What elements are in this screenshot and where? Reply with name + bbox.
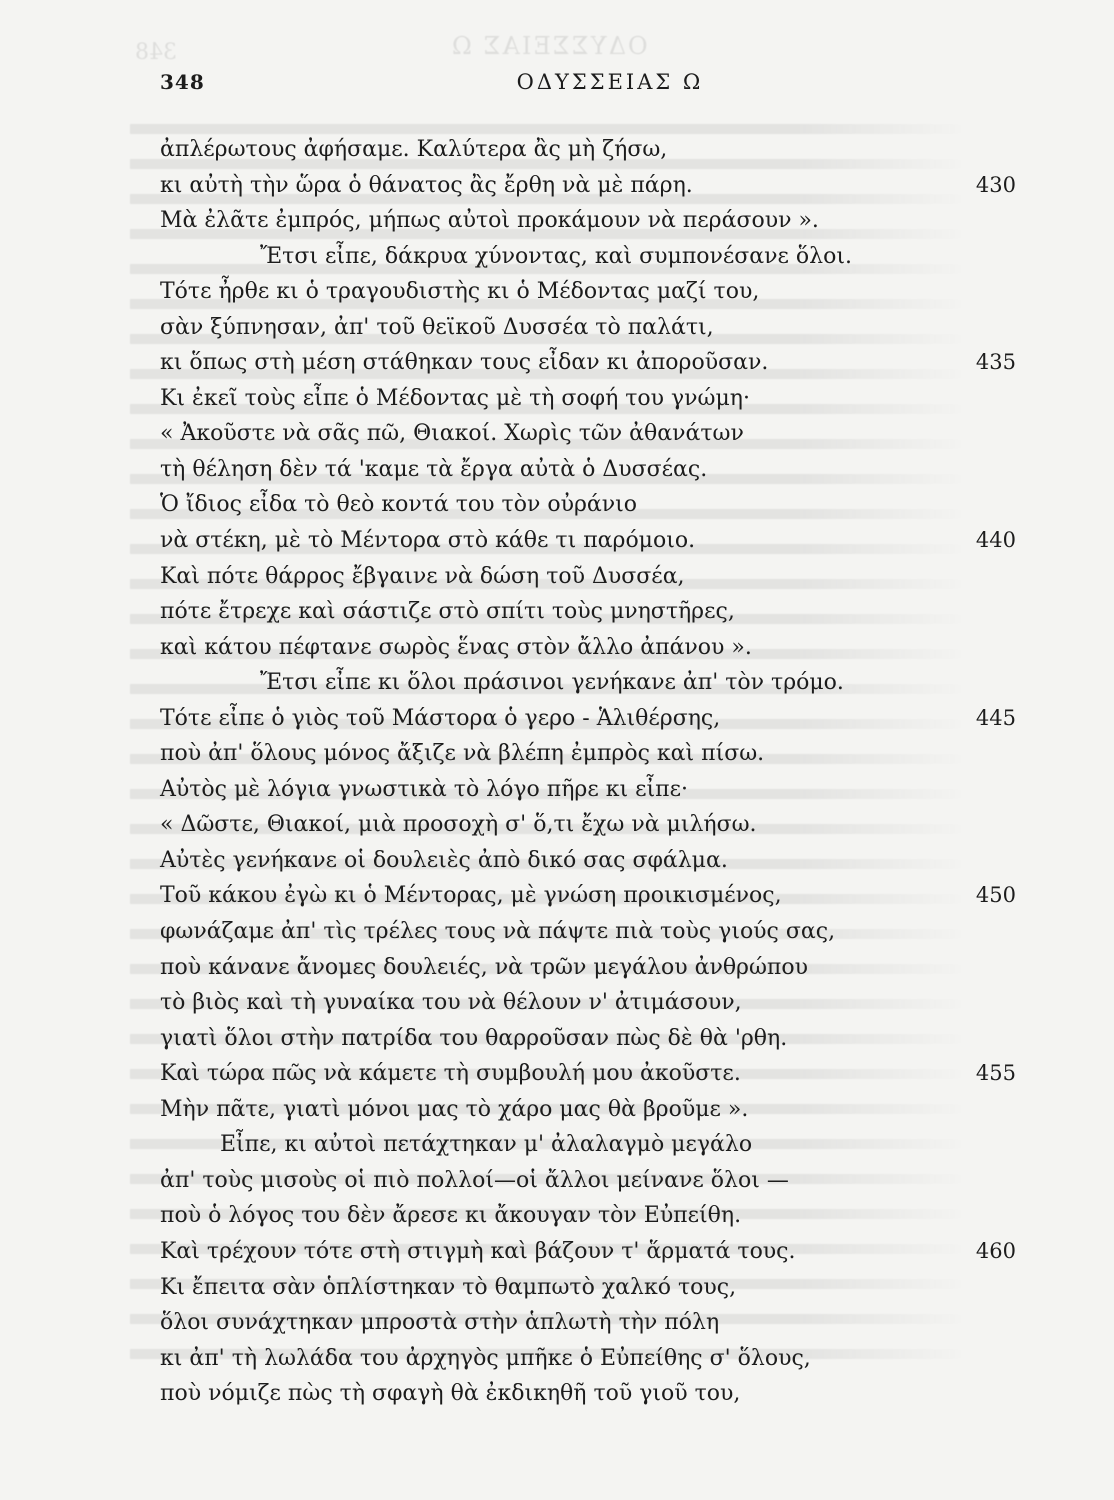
verse-text: καὶ κάτου πέφτανε σωρὸς ἕνας στὸν ἄλλο ἀπάνου ». <box>160 634 752 660</box>
verse-line <box>160 381 1040 417</box>
line-number: 430 <box>975 172 1016 197</box>
verse-text: Τότε εἶπε ὁ γιὸς τοῦ Μάστορα ὁ γερο - Ἁλιθέρσης, <box>160 705 721 731</box>
verse-line <box>160 772 1040 808</box>
poem-text <box>160 132 1040 1412</box>
verse-line <box>160 1056 1040 1092</box>
verse-line <box>160 416 1040 452</box>
verse-line <box>160 736 1040 772</box>
verse-text: Αὐτὸς μὲ λόγια γνωστικὰ τὸ λόγο πῆρε κι εἶπε· <box>160 776 688 802</box>
verse-text: κι ἀπ' τὴ λωλάδα του ἀρχηγὸς μπῆκε ὁ Εὐπείθης σ' ὅλους, <box>160 1345 811 1371</box>
line-number: 455 <box>975 1061 1016 1086</box>
verse-line <box>160 594 1040 630</box>
verse-text: πότε ἔτρεχε καὶ σάστιζε στὸ σπίτι τοὺς μνηστῆρες, <box>160 599 735 625</box>
verse-text: ποὺ νόμιζε πὼς τὴ σφαγὴ θὰ ἐκδικηθῆ τοῦ γιοῦ του, <box>160 1381 741 1407</box>
verse-text: Κι ἔπειτα σὰν ὁπλίστηκαν τὸ θαμπωτὸ χαλκό τους, <box>160 1274 737 1300</box>
verse-line <box>160 914 1040 950</box>
bleed-running-title: ΟΔΥΣΣΕΙΑΣ Ω <box>450 32 648 60</box>
page-header <box>160 70 1020 106</box>
verse-text: σὰν ξύπνησαν, ἀπ' τοῦ θεϊκοῦ Δυσσέα τὸ παλάτι, <box>160 314 714 340</box>
verse-line <box>160 345 1040 381</box>
verse-line <box>160 985 1040 1021</box>
verse-line <box>160 168 1040 204</box>
verse-line <box>160 1234 1040 1270</box>
verse-line <box>160 1163 1040 1199</box>
verse-text: ποὺ ἀπ' ὅλους μόνος ἄξιζε νὰ βλέπη ἐμπρὸς καὶ πίσω. <box>160 741 765 767</box>
verse-line <box>160 843 1040 879</box>
verse-text: ἀπ' τοὺς μισοὺς οἱ πιὸ πολλοί—οἱ ἄλλοι μείνανε ὅλοι — <box>160 1167 789 1193</box>
verse-line <box>160 1021 1040 1057</box>
verse-text: Κι ἐκεῖ τοὺς εἶπε ὁ Μέδοντας μὲ τὴ σοφή του γνώμη· <box>160 385 750 411</box>
verse-line <box>160 1198 1040 1234</box>
verse-line <box>160 132 1040 168</box>
page-number: 348 <box>160 70 205 94</box>
verse-line <box>160 239 1040 275</box>
verse-line <box>160 1092 1040 1128</box>
verse-line <box>160 310 1040 346</box>
verse-text: Ἔτσι εἶπε κι ὅλοι πράσινοι γενήκανε ἀπ' τὸν τρόμο. <box>260 670 844 696</box>
verse-text: ἀπλέρωτους ἀφήσαμε. Καλύτερα ἂς μὴ ζήσω, <box>160 137 668 162</box>
verse-text: Καὶ τώρα πῶς νὰ κάμετε τὴ συμβουλή μου ἀκοῦστε. <box>160 1061 741 1087</box>
line-number: 460 <box>975 1238 1016 1263</box>
bleed-page-number: 348 <box>135 40 177 65</box>
verse-text: κι αὐτὴ τὴν ὥρα ὁ θάνατος ἂς ἔρθη νὰ μὲ πάρη. <box>160 172 693 198</box>
running-title: ΟΔΥΣΣΕΙΑΣ Ω <box>516 70 704 94</box>
verse-text: γιατὶ ὅλοι στὴν πατρίδα του θαρροῦσαν πὼς δὲ θὰ 'ρθη. <box>160 1025 788 1051</box>
verse-line <box>160 487 1040 523</box>
verse-line <box>160 1341 1040 1377</box>
verse-text: Καὶ πότε θάρρος ἔβγαινε νὰ δώση τοῦ Δυσσέα, <box>160 563 685 589</box>
verse-line <box>160 807 1040 843</box>
verse-line <box>160 1376 1040 1412</box>
verse-line <box>160 523 1040 559</box>
verse-line <box>160 701 1040 737</box>
verse-text: « Ἀκοῦστε νὰ σᾶς πῶ, Θιακοί. Χωρὶς τῶν ἀθανάτων <box>160 421 744 447</box>
verse-text: Τότε ἦρθε κι ὁ τραγουδιστὴς κι ὁ Μέδοντας μαζί του, <box>160 279 760 305</box>
verse-line <box>160 274 1040 310</box>
verse-text: Ἔτσι εἶπε, δάκρυα χύνοντας, καὶ συμπονέσανε ὅλοι. <box>260 243 852 269</box>
verse-line <box>160 452 1040 488</box>
verse-text: τὸ βιὸς καὶ τὴ γυναίκα του νὰ θέλουν ν' ἀτιμάσουν, <box>160 990 742 1016</box>
verse-line <box>160 630 1040 666</box>
line-number: 435 <box>975 350 1016 375</box>
verse-line <box>160 559 1040 595</box>
verse-text: Τοῦ κάκου ἐγὼ κι ὁ Μέντορας, μὲ γνώση προικισμένος, <box>160 883 782 909</box>
verse-text: Αὐτὲς γενήκανε οἱ δουλειὲς ἀπὸ δικό σας σφάλμα. <box>160 847 728 873</box>
line-number: 445 <box>975 705 1016 730</box>
verse-text: ποὺ ὁ λόγος του δὲν ἄρεσε κι ἄκουγαν τὸν Εὐπείθη. <box>160 1203 742 1229</box>
verse-line <box>160 1305 1040 1341</box>
verse-text: « Δῶστε, Θιακοί, μιὰ προσοχὴ σ' ὅ,τι ἔχω νὰ μιλήσω. <box>160 812 757 838</box>
verse-text: νὰ στέκη, μὲ τὸ Μέντορα στὸ κάθε τι παρόμοιο. <box>160 528 696 554</box>
line-number: 450 <box>975 883 1016 908</box>
line-number: 440 <box>975 528 1016 553</box>
verse-line <box>160 203 1040 239</box>
verse-line <box>160 1270 1040 1306</box>
verse-text: κι ὅπως στὴ μέση στάθηκαν τους εἶδαν κι ἀποροῦσαν. <box>160 350 769 376</box>
verse-line <box>160 1127 1040 1163</box>
verse-text: Ὁ ἴδιος εἶδα τὸ θεὸ κοντά του τὸν οὐράνιο <box>160 492 637 518</box>
verse-text: Μὴν πᾶτε, γιατὶ μόνοι μας τὸ χάρο μας θὰ βροῦμε ». <box>160 1096 749 1122</box>
verse-line <box>160 950 1040 986</box>
verse-line <box>160 878 1040 914</box>
verse-text: φωνάζαμε ἀπ' τὶς τρέλες τους νὰ πάψτε πιὰ τοὺς γιούς σας, <box>160 919 836 945</box>
verse-line <box>160 665 1040 701</box>
verse-text: ὅλοι συνάχτηκαν μπροστὰ στὴν ἁπλωτὴ τὴν πόλη <box>160 1310 720 1336</box>
verse-text: Μὰ ἐλᾶτε ἐμπρός, μήπως αὐτοὶ προκάμουν νὰ περάσουν ». <box>160 208 819 234</box>
verse-text: Εἶπε, κι αὐτοὶ πετάχτηκαν μ' ἀλαλαγμὸ μεγάλο <box>220 1132 753 1158</box>
verse-text: ποὺ κάνανε ἄνομες δουλειές, νὰ τρῶν μεγάλου ἀνθρώπου <box>160 954 809 980</box>
verse-text: τὴ θέληση δὲν τά 'καμε τὰ ἔργα αὐτὰ ὁ Δυσσέας. <box>160 456 708 482</box>
verse-text: Καὶ τρέχουν τότε στὴ στιγμὴ καὶ βάζουν τ' ἅρματά τους. <box>160 1238 796 1264</box>
